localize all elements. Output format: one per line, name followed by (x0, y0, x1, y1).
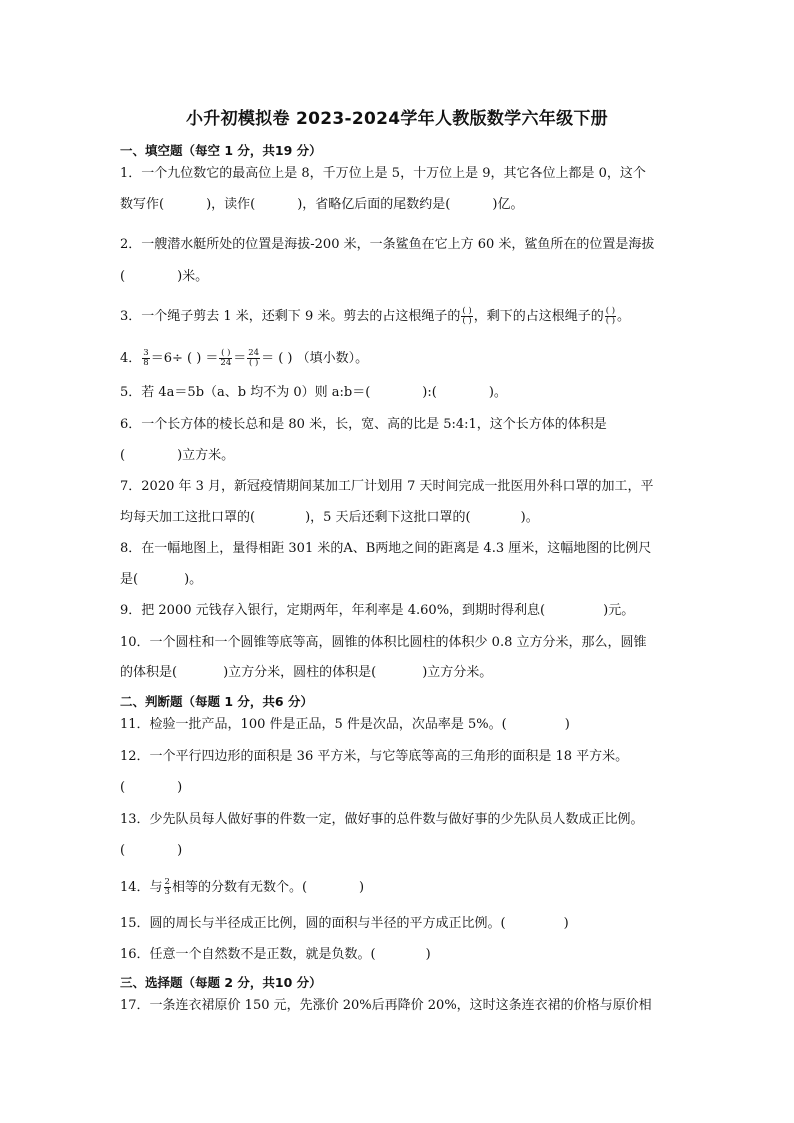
question-9-text-a: 9．把 2000 元钱存入银行，定期两年，年利率是 4.60%，到期时得利息( (120, 603, 546, 618)
question-3-text-b: ，剩下的占这根绳子的 (473, 309, 604, 324)
question-11-text-b: ) (564, 717, 570, 732)
question-4-text-mid: ＝6÷ ( ) ＝ (150, 351, 219, 366)
question-6-text-b: )立方米。 (177, 448, 235, 463)
section-multiple-choice-heading: 三、选择题（每题 2 分，共10 分） (120, 975, 322, 990)
question-1-text-b: )，读作( (206, 197, 256, 212)
question-7-line-1: 7．2020 年 3 月，新冠疫情期间某加工厂计划用 7 天时间完成一批医用外科口罩的加工，平 (120, 479, 654, 494)
question-3-text-a: 3．一个绳子剪去 1 米，还剩下 9 米。剪去的占这根绳子的 (120, 309, 461, 324)
question-13-text-a: ( (120, 843, 126, 858)
question-5-text-c: )。 (488, 385, 507, 400)
fraction-three-eighths: $\frac{3}{8}$ (143, 348, 149, 368)
question-10-text-c: )立方分米。 (422, 665, 493, 680)
question-15-text-b: ) (563, 916, 569, 931)
question-8-line-1: 8．在一幅地图上，量得相距 301 米的A、B两地之间的距离是 4.3 厘米，这幅地图的比例尺 (120, 541, 652, 556)
question-15 (120, 916, 569, 932)
question-4-text-tail: ＝ ( ) （填小数）。 (261, 351, 369, 366)
question-6-line-1: 6．一个长方体的棱长总和是 80 米，长，宽、高的比是 5:4:1，这个长方体的体积是 (120, 417, 607, 432)
question-1-line-2 (120, 197, 523, 213)
question-14 (120, 878, 364, 897)
question-7-text-c: )。 (520, 510, 539, 525)
question-17-line-1: 17．一条连衣裙原价 150 元，先涨价 20%后再降价 20%，这时这条连衣裙的价格与原价相 (120, 998, 652, 1013)
question-10-line-2 (120, 665, 492, 681)
question-7-line-2 (120, 510, 539, 526)
question-10-line-1: 10．一个圆柱和一个圆锥等底等高，圆锥的体积比圆柱的体积少 0.8 立方分米，那么，圆锥 (120, 635, 647, 650)
question-12-line-1: 12．一个平行四边形的面积是 36 平方米，与它等底等高的三角形的面积是 18 平方米。 (120, 749, 629, 764)
question-1-text-d: )亿。 (492, 197, 524, 212)
question-13-line-2 (120, 843, 182, 859)
question-5-text-b: ):( (422, 385, 437, 400)
page-title: 小升初模拟卷 2023-2024学年人教版数学六年级下册 (185, 109, 608, 129)
question-11 (120, 717, 570, 733)
question-9-text-b: )元。 (603, 603, 635, 618)
fraction-blank-over-24[interactable]: $\frac{( )}{24}$ (220, 348, 232, 368)
question-8-text-a: 是( (120, 572, 139, 587)
fraction-blank[interactable]: $\frac{( )}{( )}$ (462, 306, 472, 326)
fraction-blank[interactable]: $\frac{( )}{( )}$ (605, 306, 616, 326)
question-1-line-1: 1．一个九位数它的最高位上是 8，千万位上是 5，十万位上是 9，其它各位上都是 0，这个 (120, 166, 646, 181)
question-5 (120, 385, 507, 401)
section-true-false-heading: 二、判断题（每题 1 分，共6 分） (120, 694, 313, 709)
question-14-text-a: 14．与 (120, 880, 163, 895)
question-6-text-a: ( (120, 448, 126, 463)
question-3 (120, 307, 630, 326)
question-3-text-c: 。 (617, 309, 631, 324)
question-10-text-b: )立方分米，圆柱的体积是( (223, 665, 377, 680)
question-2-text-a: ( (120, 269, 126, 284)
question-4 (120, 349, 368, 368)
fraction-two-thirds: $\frac{2}{3}$ (164, 877, 170, 897)
question-10-text-a: 的体积是( (120, 665, 178, 680)
question-11-text-a: 11．检验一批产品，100 件是正品，5 件是次品，次品率是 5%。( (120, 717, 507, 732)
question-12-text-a: ( (120, 780, 126, 795)
question-12-line-2 (120, 780, 182, 796)
question-16-text-a: 16．任意一个自然数不是正数，就是负数。( (120, 947, 376, 962)
section-fill-blank-heading: 一、填空题（每空 1 分，共19 分） (120, 143, 322, 158)
question-1-text-c: )，省略亿后面的尾数约是( (297, 197, 451, 212)
question-13-text-b: ) (177, 843, 183, 858)
question-7-text-b: )，5 天后还剩下这批口罩的( (305, 510, 471, 525)
question-8-text-b: )。 (184, 572, 203, 587)
fraction-24-over-blank[interactable]: $\frac{24}{( )}$ (248, 348, 260, 368)
question-5-text-a: 5．若 4a＝5b（a、b 均不为 0）则 a:b＝( (120, 385, 371, 400)
question-7-text-a: 均每天加工这批口罩的( (120, 510, 256, 525)
question-2-text-b: )米。 (177, 269, 209, 284)
question-14-text-b: 相等的分数有无数个。( (171, 880, 308, 895)
question-12-text-b: ) (177, 780, 183, 795)
question-16 (120, 947, 431, 963)
question-2-line-1: 2．一艘潜水艇所处的位置是海拔-200 米，一条鲨鱼在它上方 60 米，鲨鱼所在的位置是海拔 (120, 237, 655, 252)
question-14-text-c: ) (359, 880, 365, 895)
question-2-line-2 (120, 269, 208, 285)
question-6-line-2 (120, 448, 234, 464)
question-13-line-1: 13．少先队员每人做好事的件数一定，做好事的总件数与做好事的少先队员人数成正比例。 (120, 812, 644, 827)
question-16-text-b: ) (425, 947, 431, 962)
question-1-text-a: 数写作( (120, 197, 165, 212)
question-9 (120, 603, 634, 619)
question-8-line-2 (120, 572, 202, 588)
question-15-text-a: 15．圆的周长与半径成正比例，圆的面积与半径的平方成正比例。( (120, 916, 506, 931)
question-4-number: 4． (120, 351, 142, 366)
question-4-equals: ＝ (233, 351, 247, 366)
